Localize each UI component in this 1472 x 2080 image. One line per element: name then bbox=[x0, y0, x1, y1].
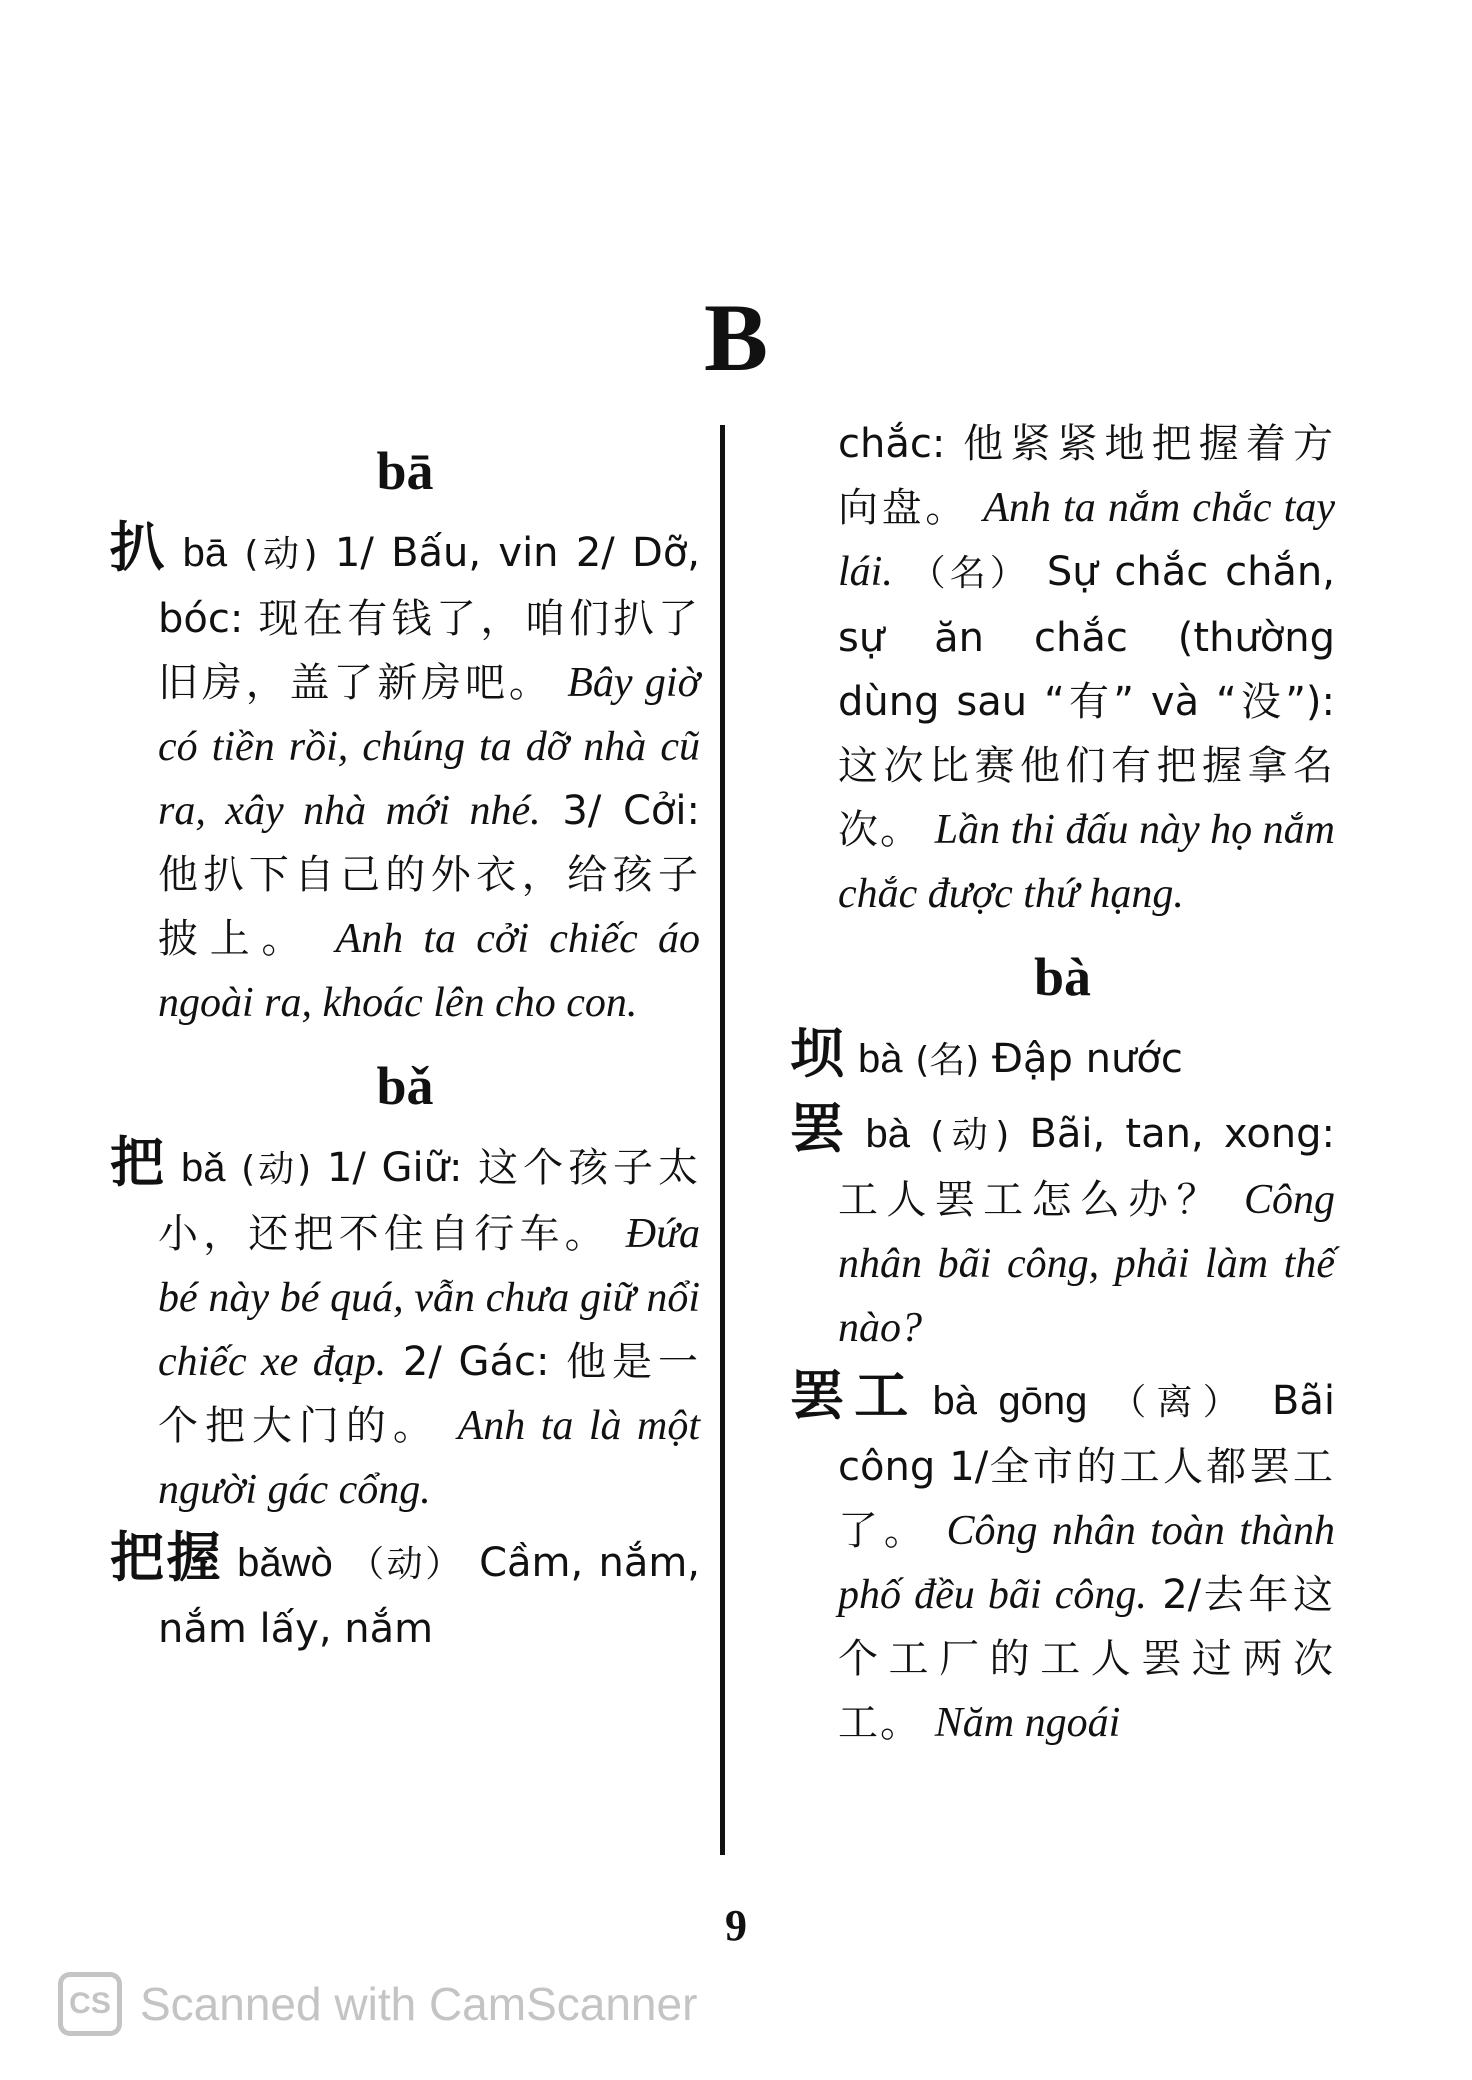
entry-headword: 扒 bbox=[110, 516, 169, 579]
entry-part-of-speech: (动) bbox=[930, 1115, 1010, 1156]
entry-headword: 罢工 bbox=[790, 1364, 919, 1427]
example-translation: Bây giờ có tiền rồi, chúng ta dỡ nhà cũ ra, xây nhà mới nhé. bbox=[158, 660, 701, 834]
entry-headword: 把握 bbox=[110, 1526, 224, 1589]
entry-pinyin: bà bbox=[865, 1112, 910, 1156]
pinyin-heading-ba4: bà bbox=[1033, 947, 1092, 1007]
dictionary-entry-ba-stop bbox=[790, 1097, 1335, 1360]
dictionary-entry-bawo bbox=[110, 1526, 700, 1661]
entry-definition: 2/ Gác: bbox=[386, 1339, 567, 1385]
entry-pinyin: bǎwò bbox=[237, 1541, 333, 1585]
entry-definition: Bãi, tan, xong: bbox=[1009, 1111, 1336, 1157]
pinyin-heading-ba3: bǎ bbox=[376, 1056, 434, 1116]
chinese-example: 去年这个工厂的工人罢过两次工。 bbox=[838, 1572, 1336, 1746]
camscanner-logo-icon: CS bbox=[58, 1972, 122, 2036]
dictionary-entry-bagong bbox=[790, 1364, 1335, 1755]
entry-pinyin: bà gōng bbox=[932, 1379, 1088, 1423]
entry-headword: 罢 bbox=[790, 1097, 852, 1160]
right-column bbox=[790, 420, 1335, 1759]
entry-definition: chắc: bbox=[838, 421, 964, 467]
entry-part-of-speech: （动） bbox=[348, 1544, 464, 1585]
example-translation: Đứa bé này bé quá, vẫn chưa giữ nổi chiếc xe đạp. bbox=[158, 1211, 701, 1385]
entry-definition: Cầm, nắm, nắm lấy, nắm bbox=[158, 1540, 701, 1652]
page-number: 9 bbox=[725, 1901, 747, 1950]
entry-definition: 2/ bbox=[1146, 1572, 1202, 1618]
entry-part-of-speech: (名) bbox=[915, 1040, 980, 1081]
chinese-example: 全市的工人都罢工了。 bbox=[838, 1444, 1335, 1554]
column-divider bbox=[720, 425, 725, 1855]
entry-definition: 3/ Cởi: bbox=[540, 788, 700, 834]
dictionary-entry-ba3 bbox=[110, 1131, 700, 1522]
chinese-example: 这个孩子太小，还把不住自行车。 bbox=[158, 1145, 701, 1257]
chinese-example: 他紧紧地把握着方向盘。 bbox=[838, 421, 1336, 531]
entry-definition: Đập nước bbox=[979, 1036, 1183, 1082]
example-translation: Anh ta nắm chắc tay lái. bbox=[838, 485, 1335, 595]
entry-definition: Sự chắc chắn, sự ăn chắc (thường dùng sau “有” và “没”): bbox=[838, 549, 1335, 725]
entry-definition: 1/ Giữ: bbox=[311, 1145, 479, 1191]
example-translation: Anh ta là một người gác cổng. bbox=[158, 1403, 701, 1513]
camscanner-watermark bbox=[58, 1972, 697, 2036]
entry-pinyin: bā bbox=[182, 531, 228, 575]
page-letter-heading: B bbox=[703, 284, 769, 391]
chinese-example: 这次比赛他们有把握拿名次。 bbox=[838, 743, 1335, 853]
pinyin-heading-ba1: bā bbox=[376, 441, 434, 501]
watermark-text: Scanned with CamScanner bbox=[140, 1978, 698, 2030]
dictionary-entry-ba1 bbox=[110, 516, 700, 1035]
example-translation: Lần thi đấu này họ nắm chắc được thứ hạng. bbox=[838, 807, 1336, 917]
entry-part-of-speech: (动) bbox=[241, 1149, 312, 1190]
dictionary-entry-bawo-continued bbox=[790, 412, 1335, 926]
chinese-example: 他是一个把大门的。 bbox=[158, 1339, 700, 1449]
entry-part-of-speech: （名） bbox=[909, 553, 1031, 594]
chinese-example: 他扒下自己的外衣，给孩子披上。 bbox=[158, 852, 700, 962]
entry-pinyin: bǎ bbox=[180, 1146, 226, 1190]
chinese-example: 现在有钱了，咱们扒了旧房，盖了新房吧。 bbox=[158, 596, 701, 706]
example-translation: Năm ngoái bbox=[934, 1700, 1121, 1746]
entry-definition: Bãi công 1/ bbox=[838, 1378, 1336, 1490]
left-column bbox=[110, 420, 700, 1665]
entry-headword: 把 bbox=[110, 1131, 167, 1194]
entry-part-of-speech: (动) bbox=[244, 534, 318, 575]
chinese-example: 工人罢工怎么办？ bbox=[838, 1177, 1225, 1223]
entry-part-of-speech: （离） bbox=[1110, 1382, 1249, 1423]
dictionary-entry-ba-dam bbox=[790, 1022, 1335, 1093]
example-translation: Anh ta cởi chiếc áo ngoài ra, khoác lên cho con. bbox=[158, 916, 700, 1026]
example-translation: Công nhân bãi công, phải làm thế nào? bbox=[838, 1177, 1335, 1351]
entry-pinyin: bà bbox=[858, 1037, 903, 1081]
entry-headword: 坝 bbox=[790, 1022, 844, 1085]
entry-definition: 1/ Bấu, vin 2/ Dỡ, bóc: bbox=[158, 530, 701, 642]
example-translation: Công nhân toàn thành phố đều bãi công. bbox=[838, 1508, 1335, 1618]
